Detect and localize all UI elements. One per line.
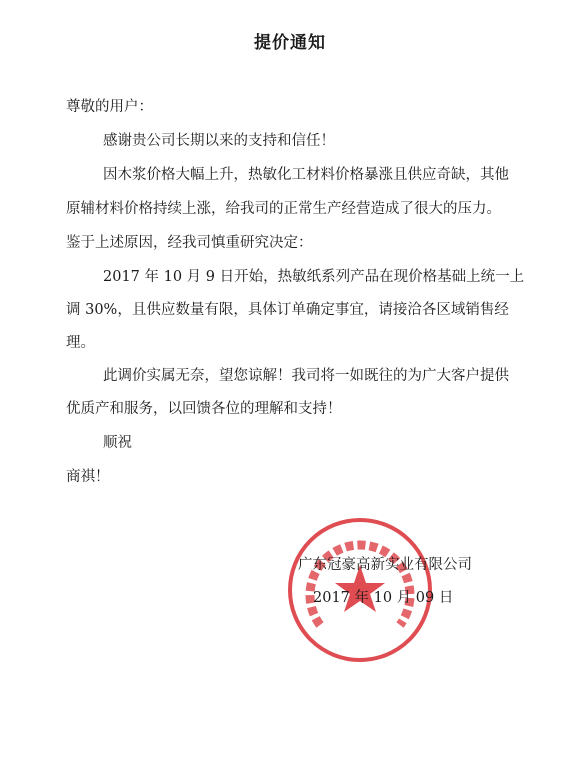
- signature-date: 2017 年 10 月 09 日: [313, 590, 454, 606]
- paragraph-line: 鉴于上述原因，经我司慎重研究决定：: [66, 235, 313, 251]
- closing-wishes: 商祺！: [66, 469, 110, 485]
- paragraph-line: 理。: [66, 335, 95, 351]
- company-name: 广东冠豪高新实业有限公司: [298, 557, 472, 573]
- paragraph-line: 优质产和服务，以回馈各位的理解和支持！: [66, 401, 342, 417]
- greeting: 尊敬的用户：: [66, 99, 153, 115]
- paragraph-line: 此调价实属无奈，望您谅解！我司将一如既往的为广大客户提供: [103, 368, 509, 384]
- closing-regards: 顺祝: [103, 435, 132, 451]
- paragraph-line: 感谢贵公司长期以来的支持和信任！: [103, 133, 335, 149]
- paragraph-line: 调 30%，且供应数量有限，具体订单确定事宜，请接洽各区域销售经: [66, 302, 509, 318]
- document-title: 提价通知: [254, 33, 326, 53]
- paragraph-line: 因木浆价格大幅上升，热敏化工材料价格暴涨且供应奇缺，其他: [103, 167, 509, 183]
- paragraph-line: 2017 年 10 月 9 日开始，热敏纸系列产品在现价格基础上统一上: [103, 269, 525, 285]
- paragraph-line: 原辅材料价格持续上涨，给我司的正常生产经营造成了很大的压力。: [66, 201, 501, 217]
